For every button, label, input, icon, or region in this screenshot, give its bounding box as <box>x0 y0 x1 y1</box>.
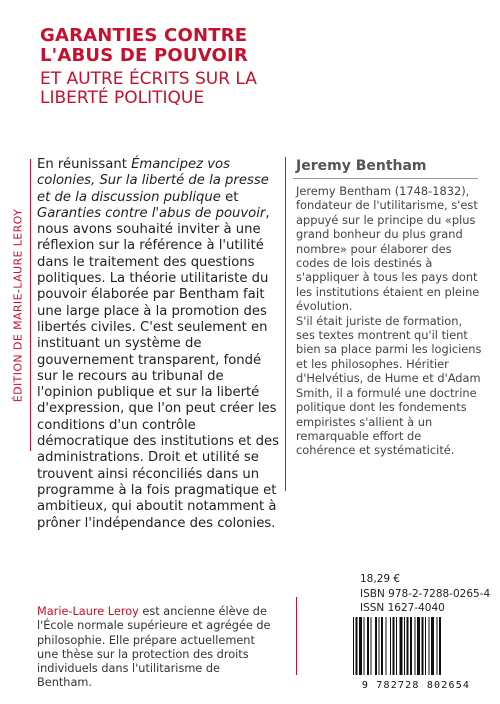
isbn: ISBN 978-2-7288-0265-4 <box>360 587 491 600</box>
middle-divider <box>285 157 286 491</box>
author-name: Jeremy Bentham <box>296 158 427 174</box>
barcode-bar <box>439 617 441 675</box>
barcode-bar <box>400 617 403 675</box>
barcode-bar <box>425 617 426 675</box>
author-bio-p1: Jeremy Bentham (1748-1832), fondateur de l'utilitarisme, s'est appuyé sur le principe du «plus grand bonheur du plus grand nombre» pour élaborer des codes de lois destinés à s'appliquer à tous les pays dont les institutions étaient en pleine évolution. <box>296 184 480 314</box>
barcode-bar <box>415 617 416 675</box>
barcode-bar <box>359 617 362 675</box>
barcode-bar <box>404 617 405 675</box>
barcode-bar <box>371 617 372 675</box>
barcode-bar <box>353 617 354 675</box>
blurb-part: et <box>220 189 239 205</box>
barcode-bar <box>386 617 387 675</box>
barcode-bar <box>364 617 365 675</box>
barcode-bar <box>437 617 438 675</box>
bottom-divider <box>296 597 297 675</box>
barcode-bar <box>356 617 358 675</box>
barcode-bar <box>375 617 377 675</box>
barcode-bar <box>422 617 424 675</box>
editor-credit-vertical <box>10 159 26 451</box>
title-block <box>40 26 257 108</box>
price: 18,29 € <box>360 573 401 585</box>
blurb-title-ref: Émancipez vos colonies, Sur la liberté de la presse et de la discussion publique <box>37 157 269 205</box>
blurb-part: En réunissant <box>37 157 132 172</box>
barcode-bar <box>407 617 409 675</box>
barcode-bar <box>390 617 391 675</box>
barcode-bar <box>429 617 430 675</box>
barcode-number: 9 782728 802654 <box>361 680 471 691</box>
blurb-text <box>37 157 280 532</box>
book-title: GARANTIES CONTRE L'ABUS DE POUVOIR <box>40 25 248 66</box>
barcode-bar <box>367 617 369 675</box>
author-bio <box>296 184 482 458</box>
issn: ISSN 1627-4040 <box>360 602 445 614</box>
blurb-paragraph <box>37 157 280 532</box>
blurb-part: , nous avons souhaité inviter à une réflexion sur la référence à l'utilité dans le traitement des questions politiques. La théorie utilitariste du pouvoir élaborée par Bentham fait une large place à la promotion des libertés civiles. C'est seulement en instituant un système de gouvernement transparent, fondé sur le recours au tribunal de l'opinion publique et sur la liberté d'expression, que l'on peut créer les conditions d'un contrôle démocratique des institutions et des administrations. Droit et utilité se trouvent ainsi réconciliés dans un programme à la fois pragmatique et ambitieux, qui aboutit notamment à prôner l'indépendance des colonies. <box>37 205 279 531</box>
barcode-bar <box>379 617 380 675</box>
barcode-bar <box>396 617 397 675</box>
book-subtitle: ET AUTRE ÉCRITS SUR LA LIBERTÉ POLITIQUE <box>40 69 257 108</box>
barcode-graphic <box>349 617 483 677</box>
barcode <box>349 617 483 677</box>
author-divider <box>293 178 478 179</box>
blurb-title-ref: Garanties contre l'abus de pouvoir <box>37 205 266 221</box>
barcode-bar <box>410 617 412 675</box>
price-block <box>360 572 490 616</box>
barcode-bar <box>393 617 395 675</box>
author-bio-p2: S'il était juriste de formation, ses textes montrent qu'il tient bien sa place parmi les logiciens et les philosophes. Héritier d'Helvétius, de Hume et d'Adam Smith, il a formulé une doctrine politique dont les fondements empiristes s'allient à un remarquable effort de cohérence et systématicité. <box>296 313 482 458</box>
editor-bio <box>37 605 277 691</box>
barcode-bar <box>381 617 383 675</box>
left-divider <box>30 159 31 451</box>
barcode-bar <box>417 617 420 675</box>
barcode-bar <box>431 617 434 675</box>
editor-name: Marie-Laure Leroy <box>37 605 139 618</box>
editor-credit-text: ÉDITION DE MARIE-LAURE LEROY <box>11 208 25 402</box>
editor-bio-text: est ancienne élève de l'École normale supérieure et agrégée de philosophie. Elle prépare actuellement une thèse sur la protection des droits individuels dans l'utilitarisme de Bentham. <box>37 605 271 690</box>
